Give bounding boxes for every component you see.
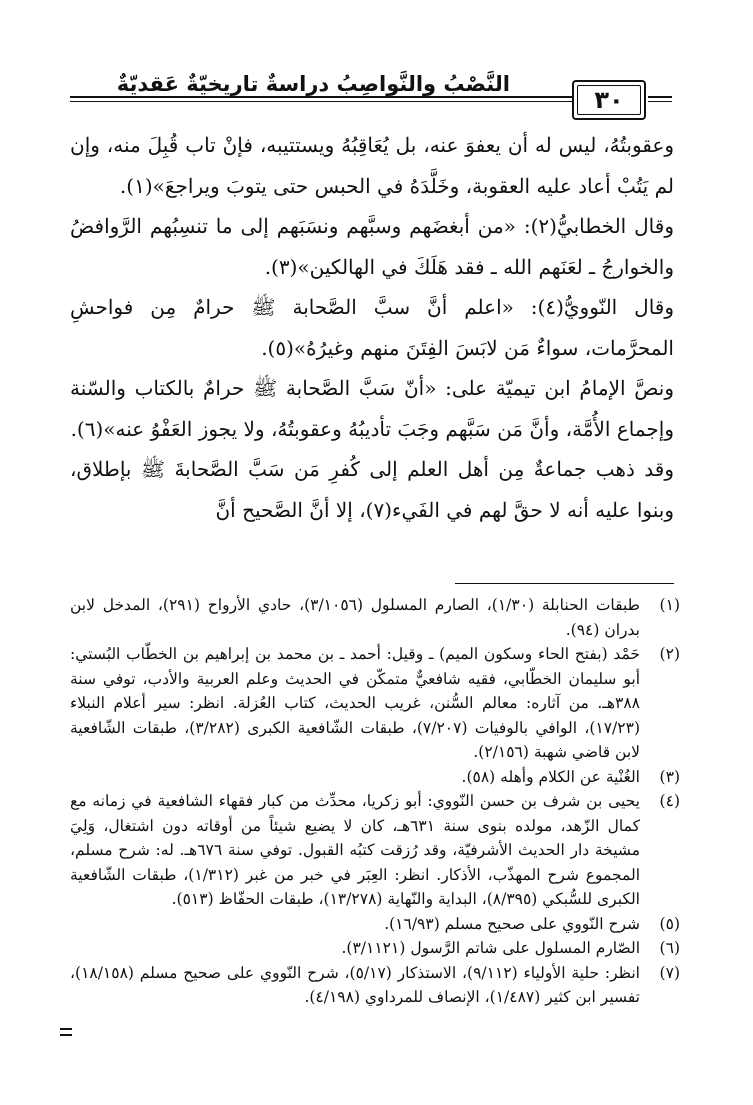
footnote-text: حَمْد (بفتح الحاء وسكون الميم) ـ وقيل: أحمد ـ بن محمد بن إبراهيم بن الخطّاب البُستي: أبو سليمان الخطّابي، فقيه شافعيٌّ متمكّن في الحديث وعلم العربية والأدب، توفي سنة ٣٨٨هـ. من آثاره: معالم السُّنن، غريب الحديث، كتاب العُزلة. انظر: سير أعلام النبلاء (١٧/٢٣)، الوافي بالوفيات (٧/٢٠٧)، طبقات الشّافعية الكبرى (٣/٢٨٢)، طبقات الشّافعية لابن قاضي شهبة (٢/١٥٦). [70, 645, 640, 761]
paragraph: وقال الخطابيُّ(٢): «من أبغضَهم وسبَّهم ونسَبَهم إلى ما تنسِبُهم الرَّوافضُ والخوارجُ ـ لعَنَهم الله ـ فقد هَلَكَ في الهالكين»(٣). [70, 214, 674, 279]
footnote-text: الصّارم المسلول على شاتم الرَّسول (٣/١١٢١). [341, 939, 640, 957]
paragraph: ونصَّ الإمامُ ابن تيميّة على: «أنّ سَبَّ الصَّحابة ﷺ حرامٌ بالكتاب والسّنة وإجماع الأُمَّة، وأنَّ مَن سَبَّهم وجَبَ تأديبُهُ وعقوبتُهُ، ولا يجوز العَفْوُ عنه»(٦). [70, 376, 674, 441]
paragraph: وعقوبتُهُ، ليس له أن يعفوَ عنه، بل يُعَاقِبُهُ ويستتيبه، فإنْ تاب قُبِلَ منه، وإن لم يَتُبْ أعاد عليه العقوبة، وخَلَّدَهُ في الحبس حتى يتوبَ ويراجعَ»(١). [70, 133, 674, 198]
footnote [70, 789, 680, 912]
page-number-badge [572, 80, 646, 120]
footnote-number: (٧) [659, 963, 680, 982]
footnote-number: (٢) [659, 645, 680, 663]
margin-mark [60, 1028, 72, 1036]
main-text [70, 125, 674, 530]
footnote-number: (٣) [659, 767, 680, 786]
badge-rule-thin [648, 101, 672, 102]
footnote-number: (٥) [659, 914, 680, 933]
header-rule [70, 96, 576, 98]
paragraph: وقد ذهب جماعةٌ مِن أهل العلم إلى كُفرِ مَن سَبَّ الصَّحابةَ ﷺ بإطلاق، وبنوا عليه أنه لا حقَّ لهم في الفَيء(٧)، إلا أنَّ الصَّحيح أنَّ [70, 457, 674, 522]
footnote [70, 642, 680, 765]
footnote-text: الغُنْية عن الكلام وأهله (٥٨). [461, 767, 640, 786]
running-title: النَّصْبُ والنَّواصِبُ دراسةٌ تاريخيّةٌ عَقديّةٌ [116, 72, 510, 96]
footnote [70, 912, 680, 937]
badge-rule [648, 96, 672, 98]
header-rule-thin [70, 101, 576, 102]
footnote-separator [455, 583, 674, 584]
paragraph: وقال النّوويُّ(٤): «اعلم أنَّ سبَّ الصَّحابة ﷺ حرامٌ مِن فواحشِ المحرَّمات، سواءٌ مَن لابَسَ الفِتَنَ منهم وغيرُهُ»(٥). [70, 295, 675, 360]
footnote-number: (٦) [659, 939, 680, 957]
footnote-text: يحيى بن شرف بن حسن النّووي: أبو زكريا، محدِّث من كبار فقهاء الشافعية في زمانه مع كمال الزّهد، مولده بنوى سنة ٦٣١هـ، كان لا يضيع شيئاً من أوقاته دون اشتغال، وَلِيَ مشيخة دار الحديث الأشرفيّة، وقد رُزقت كتبُه القبول. توفي سنة ٦٧٦هـ. له: شرح مسلم، المجموع شرح المهذّب، الأذكار. انظر: العِبَر في خبر من غبر (١/٣١٢)، طبقات الشّافعية الكبرى للسُّبكي (٨/٣٩٥)، البداية والنّهاية (١٣/٢٧٨)، طبقات الحفّاظ (٥١٣). [70, 792, 640, 908]
footnote [70, 936, 680, 961]
footnote [70, 765, 680, 790]
page-number: ٣٠ [594, 86, 624, 114]
footnote-text: طبقات الحنابلة (١/٣٠)، الصارم المسلول (٣/١٠٥٦)، حادي الأرواح (٢٩١)، المدخل لابن بدران (٩٤). [70, 596, 640, 639]
footnote-number: (١) [659, 596, 680, 614]
footnote-number: (٤) [659, 792, 680, 810]
footnote-text: شرح النّووي على صحيح مسلم (١٦/٩٣). [384, 914, 640, 933]
footnote [70, 593, 680, 642]
footnote-text: انظر: حلية الأولياء (٩/١١٢)، الاستذكار (٥/١٧)، شرح النّووي على صحيح مسلم (١٨/١٥٨)، تفسير ابن كثير (١/٤٨٧)، الإنصاف للمرداوي (٤/١٩٨). [70, 963, 640, 1006]
footnote [70, 961, 680, 1010]
footnotes [70, 593, 680, 1010]
